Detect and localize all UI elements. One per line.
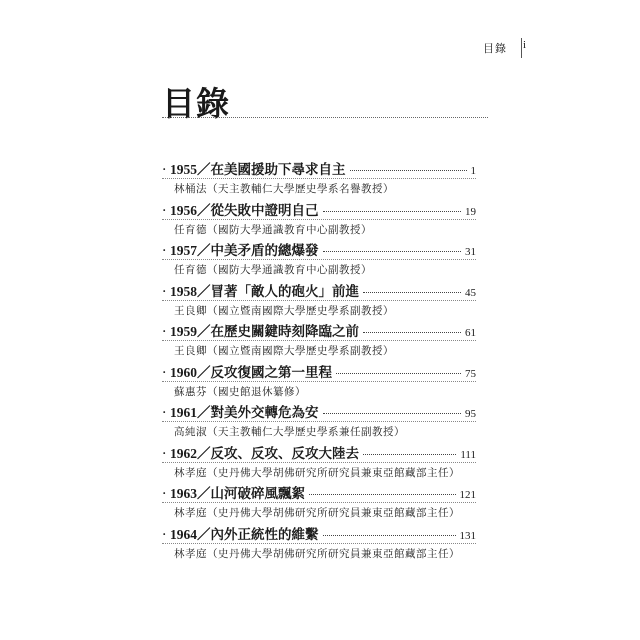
chapter-author: 林孝庭（史丹佛大學胡佛研究所研究員兼東亞館藏部主任） <box>174 507 460 519</box>
entry-divider <box>162 219 476 220</box>
chapter-title[interactable]: 1962／反攻、反攻、反攻大陸去 <box>170 445 359 461</box>
entry-divider <box>162 502 476 503</box>
title-divider <box>162 117 488 118</box>
bullet: · <box>162 324 167 340</box>
chapter-title[interactable]: 1959／在歷史關鍵時刻降臨之前 <box>170 324 359 339</box>
chapter-title[interactable]: 1960／反攻復國之第一里程 <box>170 364 332 380</box>
dot-leader <box>350 170 467 171</box>
toc-entry[interactable] <box>162 320 476 361</box>
entry-divider <box>162 421 476 422</box>
dot-leader <box>309 494 456 495</box>
dot-leader <box>363 292 461 293</box>
running-header-title: 目錄 <box>483 42 507 55</box>
bullet: · <box>162 486 167 502</box>
entry-divider <box>162 178 476 179</box>
chapter-author: 林孝庭（史丹佛大學胡佛研究所研究員兼東亞館藏部主任） <box>174 466 460 479</box>
dot-leader <box>323 211 462 212</box>
bullet: · <box>162 405 167 421</box>
entry-divider <box>162 543 476 544</box>
bullet: · <box>162 243 167 259</box>
dot-leader <box>323 535 456 536</box>
page-title: 目錄 <box>162 84 230 123</box>
chapter-page: 61 <box>465 327 476 339</box>
chapter-page: 19 <box>465 205 476 218</box>
chapter-author: 高純淑（天主教輔仁大學歷史學系兼任副教授） <box>174 426 405 438</box>
chapter-author: 王良卿（國立暨南國際大學歷史學系副教授） <box>174 304 394 317</box>
chapter-author: 任育德（國防大學通識教育中心副教授） <box>174 264 372 276</box>
toc-entry[interactable] <box>162 442 476 483</box>
header-divider <box>521 38 522 58</box>
chapter-title[interactable]: 1961／對美外交轉危為安 <box>170 405 319 420</box>
bullet: · <box>162 202 167 219</box>
chapter-author: 王良卿（國立暨南國際大學歷史學系副教授） <box>174 345 394 357</box>
chapter-title[interactable]: 1964／內外正統性的維繫 <box>170 526 319 542</box>
entry-divider <box>162 340 476 341</box>
chapter-title[interactable]: 1956／從失敗中證明自己 <box>170 202 319 218</box>
dot-leader <box>336 373 461 374</box>
dot-leader <box>323 413 462 414</box>
toc-entry[interactable] <box>162 523 476 564</box>
chapter-page: 121 <box>459 489 476 501</box>
bullet: · <box>162 283 167 300</box>
toc-entry[interactable] <box>162 401 476 442</box>
dot-leader <box>363 332 461 333</box>
toc-entry[interactable] <box>162 280 476 321</box>
bullet: · <box>162 364 167 381</box>
page-number: i <box>522 39 526 51</box>
bullet: · <box>162 162 167 178</box>
chapter-title[interactable]: 1958／冒著「敵人的砲火」前進 <box>170 283 359 299</box>
chapter-page: 31 <box>465 246 476 258</box>
chapter-page: 131 <box>459 529 476 542</box>
chapter-title[interactable]: 1963／山河破碎風飄絮 <box>170 486 305 501</box>
toc-entry[interactable] <box>162 482 476 523</box>
chapter-page: 45 <box>465 286 476 299</box>
toc-entry[interactable] <box>162 361 476 402</box>
bullet: · <box>162 445 167 462</box>
toc-list <box>162 158 476 563</box>
chapter-title[interactable]: 1957／中美矛盾的總爆發 <box>170 243 319 258</box>
chapter-author: 林桶法（天主教輔仁大學歷史學系名譽教授） <box>174 183 394 195</box>
running-header <box>483 38 522 58</box>
chapter-page: 95 <box>465 408 476 420</box>
toc-entry[interactable] <box>162 199 476 240</box>
chapter-page: 75 <box>465 367 476 380</box>
toc-entry[interactable] <box>162 239 476 280</box>
dot-leader <box>363 454 456 455</box>
entry-divider <box>162 300 476 301</box>
chapter-author: 任育德（國防大學通識教育中心副教授） <box>174 223 372 236</box>
chapter-page: 111 <box>460 448 476 461</box>
entry-divider <box>162 381 476 382</box>
dot-leader <box>323 251 462 252</box>
entry-divider <box>162 462 476 463</box>
toc-entry[interactable] <box>162 158 476 199</box>
chapter-title[interactable]: 1955／在美國援助下尋求自主 <box>170 162 346 177</box>
chapter-author: 林孝庭（史丹佛大學胡佛研究所研究員兼東亞館藏部主任） <box>174 547 460 560</box>
chapter-page: 1 <box>470 165 476 177</box>
bullet: · <box>162 526 167 543</box>
entry-divider <box>162 259 476 260</box>
chapter-author: 蘇惠芬（國史館退休纂修） <box>174 385 306 398</box>
